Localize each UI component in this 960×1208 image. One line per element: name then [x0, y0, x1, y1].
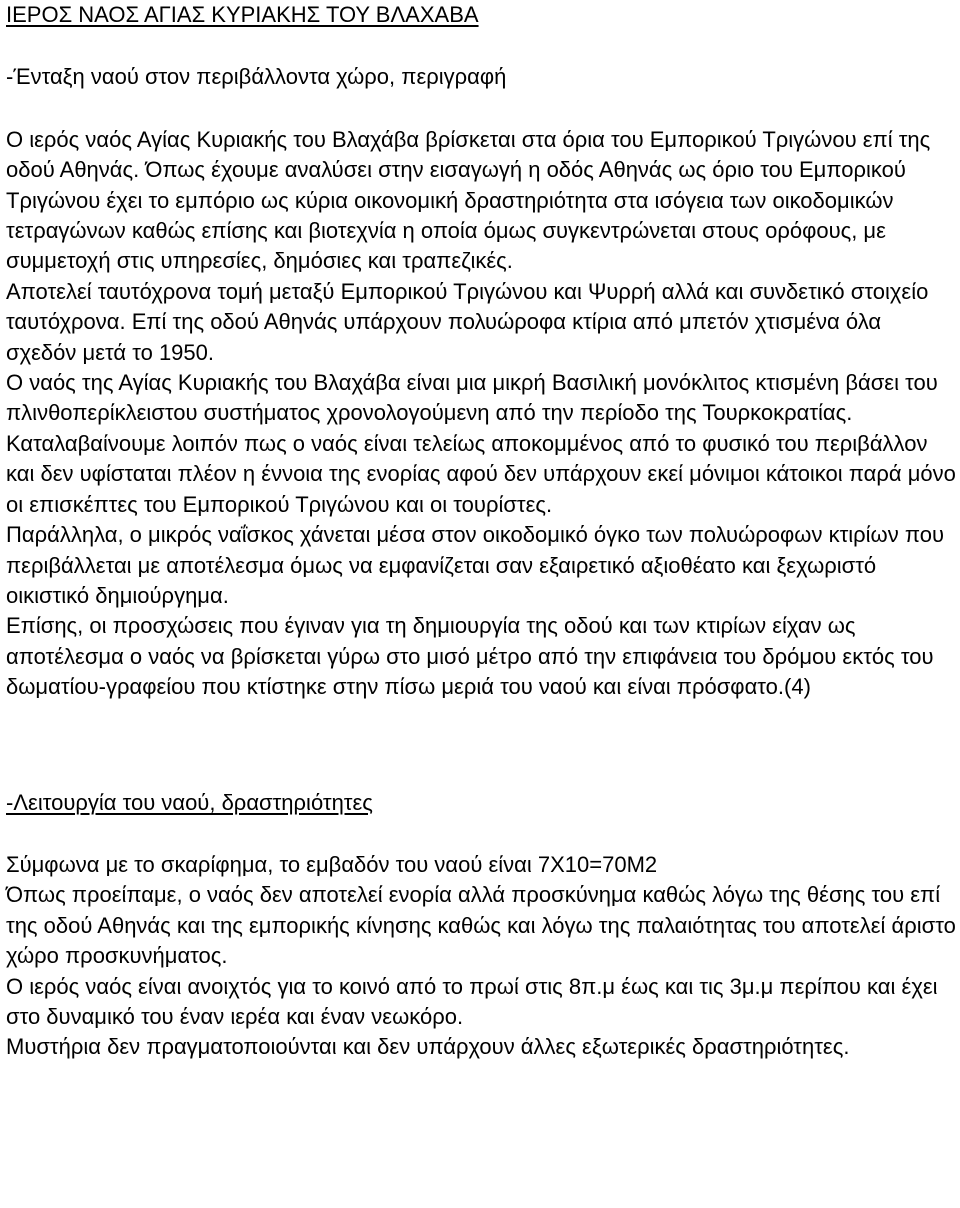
spacer — [6, 818, 956, 850]
section-body-setting — [6, 125, 956, 703]
spacer — [6, 30, 956, 62]
paragraph: Επίσης, οι προσχώσεις που έγιναν για τη δημιουργία της οδού και των κτιρίων είχαν ως αποτέλεσμα ο ναός να βρίσκεται γύρω στο μισό μέτρο από την επιφάνεια του δρόμου εκτός του δωματίου-γραφείου που κτίστηκε στην πίσω μεριά του ναού και είναι πρόσφατο.(4) — [6, 613, 934, 700]
paragraph: Ο ιερός ναός Αγίας Κυριακής του Βλαχάβα βρίσκεται στα όρια του Εμπορικού Τριγώνου επί της οδού Αθηνάς. Όπως έχουμε αναλύσει στην εισαγωγή η οδός Αθηνάς ως όριο του Εμπορικού Τριγώνου έχει το εμπόριο ως κύρια οικονομική δραστηριότητα στα ισόγεια των οικοδομικών τετραγώνων καθώς επίσης και βιοτεχνία η οποία όμως συγκεντρώνεται στους ορόφους, με συμμετοχή στις υπηρεσίες, δημόσιες και τραπεζικές. — [6, 126, 931, 274]
paragraph: Μυστήρια δεν πραγματοποιούνται και δεν υπάρχουν άλλες εξωτερικές δραστηριότητες. — [6, 1034, 850, 1060]
paragraph: Παράλληλα, ο μικρός ναΐσκος χάνεται μέσα στον οικοδομικό όγκο των πολυώροφων κτιρίων που περιβάλλεται με αποτέλεσμα όμως να εμφανίζεται σαν εξαιρετικό αξιοθέατο και ξεχωριστό οικιστικό δημιούργημα. — [6, 522, 944, 608]
section-body-function — [6, 850, 956, 1063]
paragraph: Όπως προείπαμε, ο ναός δεν αποτελεί ενορία αλλά προσκύνημα καθώς λόγω της θέσης του επί της οδού Αθηνάς και της εμπορικής κίνησης καθώς και λόγω της παλαιότητας του αποτελεί άριστο χώρο προσκυνήματος. — [6, 882, 956, 969]
paragraph: Ο ιερός ναός είναι ανοιχτός για το κοινό από το πρωί στις 8π.μ έως και τις 3μ.μ περίπου και έχει στο δυναμικό του έναν ιερέα και έναν νεωκόρο. — [6, 973, 938, 1029]
spacer — [6, 93, 956, 125]
paragraph: Ο ναός της Αγίας Κυριακής του Βλαχάβα είναι μια μικρή Βασιλική μονόκλιτος κτισμένη βάσει του πλινθοπερίκλειστου συστήματος χρονολογούμενη από την περίοδο της Τουρκοκρατίας. Καταλαβαίνουμε λοιπόν πως ο ναός είναι τελείως αποκομμένος από το φυσικό του περιβάλλον και δεν υφίσταται πλέον η έννοια της ενορίας αφού δεν υπάρχουν εκεί μόνιμοι κάτοικοι παρά μόνο οι επισκέπτες του Εμπορικού Τριγώνου και οι τουρίστες. — [6, 370, 956, 517]
section-heading-function: -Λειτουργία του ναού, δραστηριότητες — [6, 789, 373, 815]
paragraph: Σύμφωνα με το σκαρίφημα, το εμβαδόν του ναού είναι 7Χ10=70Μ2 — [6, 851, 658, 877]
section-heading-setting: -Ένταξη ναού στον περιβάλλοντα χώρο, περιγραφή — [6, 64, 507, 90]
page-title: ΙΕΡΟΣ ΝΑΟΣ ΑΓΙΑΣ ΚΥΡΙΑΚΗΣ ΤΟΥ ΒΛΑΧΑΒΑ — [6, 2, 479, 27]
spacer — [6, 703, 956, 788]
paragraph: Αποτελεί ταυτόχρονα τομή μεταξύ Εμπορικού Τριγώνου και Ψυρρή αλλά και συνδετικό στοιχείο ταυτόχρονα. Επί της οδού Αθηνάς υπάρχουν πολυώροφα κτίρια από μπετόν χτισμένα όλα σχεδόν μετά το 1950. — [6, 278, 929, 365]
document-page — [6, 0, 956, 1063]
